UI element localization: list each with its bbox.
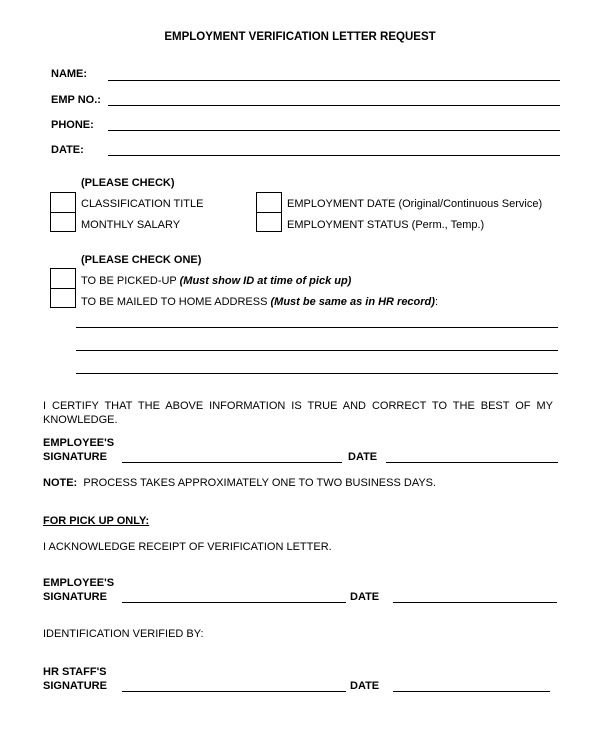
- date-label-3: DATE: [350, 680, 380, 692]
- date-label-1: DATE: [348, 451, 378, 463]
- signature-label-2: SIGNATURE: [43, 591, 107, 603]
- date-line-3[interactable]: [393, 691, 550, 692]
- please-check-one-heading: (PLEASE CHECK ONE): [81, 254, 202, 266]
- delivery-checkbox-group[interactable]: [50, 268, 76, 308]
- id-verified-label: IDENTIFICATION VERIFIED BY:: [43, 628, 204, 640]
- emp-no-label: EMP NO.:: [51, 94, 101, 106]
- date-label-2: DATE: [350, 591, 380, 603]
- emp-no-field-line[interactable]: [108, 105, 560, 106]
- employee-label-2: EMPLOYEE'S: [43, 577, 115, 589]
- phone-label: PHONE:: [51, 119, 94, 131]
- phone-field-line[interactable]: [108, 130, 560, 131]
- classification-title-option: CLASSIFICATION TITLE: [81, 198, 204, 210]
- date-field-line[interactable]: [108, 155, 560, 156]
- acknowledge-statement: I ACKNOWLEDGE RECEIPT OF VERIFICATION LETTER.: [43, 541, 332, 553]
- mail-option: TO BE MAILED TO HOME ADDRESS (Must be same as in HR record):: [81, 296, 438, 308]
- signature-label-1: SIGNATURE: [43, 451, 107, 463]
- form-title: EMPLOYMENT VERIFICATION LETTER REQUEST: [164, 31, 436, 43]
- processing-note: NOTE: PROCESS TAKES APPROXIMATELY ONE TO TWO BUSINESS DAYS.: [43, 477, 437, 489]
- date-label: DATE:: [51, 144, 84, 156]
- pickup-option: TO BE PICKED-UP (Must show ID at time of pick up): [81, 275, 352, 287]
- certify-statement: I CERTIFY THAT THE ABOVE INFORMATION IS TRUE AND CORRECT TO THE BEST OF MY KNOWLEDGE.: [43, 400, 553, 426]
- signature-label-3: SIGNATURE: [43, 680, 107, 692]
- date-line-2[interactable]: [393, 602, 557, 603]
- monthly-salary-option: MONTHLY SALARY: [81, 219, 181, 231]
- checkbox-group-left[interactable]: [50, 192, 76, 232]
- employment-date-option: EMPLOYMENT DATE (Original/Continuous Service): [287, 198, 543, 210]
- employee-signature-line-2[interactable]: [122, 602, 346, 603]
- employee-signature-line-1[interactable]: [122, 462, 342, 463]
- hr-signature-line[interactable]: [122, 691, 346, 692]
- hr-staff-label: HR STAFF'S: [43, 666, 107, 678]
- address-line-2[interactable]: [76, 350, 558, 351]
- name-field-line[interactable]: [108, 80, 560, 81]
- checkbox-group-right[interactable]: [256, 192, 282, 232]
- please-check-heading: (PLEASE CHECK): [81, 177, 175, 189]
- pickup-only-heading: FOR PICK UP ONLY:: [43, 515, 150, 527]
- address-line-3[interactable]: [76, 373, 558, 374]
- date-line-1[interactable]: [386, 462, 558, 463]
- name-label: NAME:: [51, 68, 88, 80]
- address-line-1[interactable]: [76, 327, 558, 328]
- employment-status-option: EMPLOYMENT STATUS (Perm., Temp.): [287, 219, 485, 231]
- employee-label-1: EMPLOYEE'S: [43, 437, 115, 449]
